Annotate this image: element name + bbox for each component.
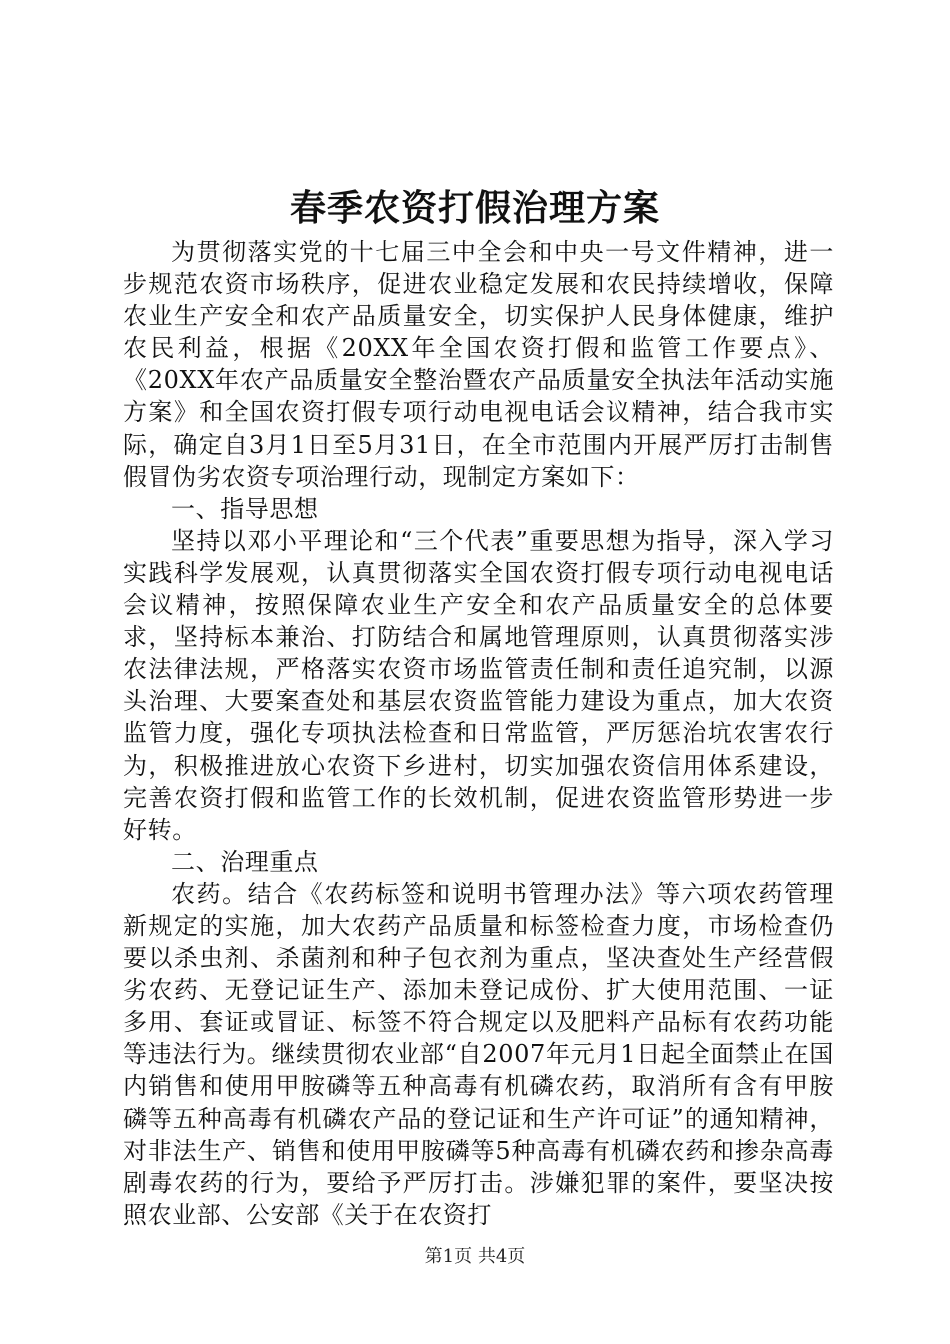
- intro-paragraph: 为贯彻落实党的十七届三中全会和中央一号文件精神，进一步规范农资市场秩序，促进农业稳定发展和农民持续增收，保障农业生产安全和农产品质量安全，切实保护人民身体健康，维护农民利益，根据《20XX年全国农资打假和监管工作要点》、《20XX年农产品质量安全整治暨农产品质量安全执法年活动实施方案》和全国农资打假专项行动电视电话会议精神，结合我市实际，确定自3月1日至5月31日，在全市范围内开展严厉打击制售假冒伪劣农资专项治理行动，现制定方案如下：: [123, 238, 834, 491]
- pesticide-paragraph: 农药。结合《农药标签和说明书管理办法》等六项农药管理新规定的实施，加大农药产品质量和标签检查力度，市场检查仍要以杀虫剂、杀菌剂和种子包衣剂为重点，坚决查处生产经营假劣农药、无登记证生产、添加未登记成份、扩大使用范围、一证多用、套证或冒证、标签不符合规定以及肥料产品标有农药功能等违法行为。继续贯彻农业部“自2007年元月1日起全面禁止在国内销售和使用甲胺磷等五种高毒有机磷农药，取消所有含有甲胺磷等五种高毒有机磷农产品的登记证和生产许可证”的通知精神，对非法生产、销售和使用甲胺磷等5种高毒有机磷农药和掺杂高毒剧毒农药的行为，要给予严厉打击。涉嫌犯罪的案件，要坚决按照农业部、公安部《关于在农资打: [123, 879, 834, 1229]
- document-title: 春季农资打假治理方案: [289, 187, 660, 229]
- guiding-ideology-paragraph: 坚持以邓小平理论和“三个代表”重要思想为指导，深入学习实践科学发展观，认真贯彻落实全国农资打假专项行动电视电话会议精神，按照保障农业生产安全和农产品质量安全的总体要求，坚持标本兼治、打防结合和属地管理原则，认真贯彻落实涉农法律法规，严格落实农资市场监管责任制和责任追究制，以源头治理、大要案查处和基层农资监管能力建设为重点，加大农资监管力度，强化专项执法检查和日常监管，严厉惩治坑农害农行为，积极推进放心农资下乡进村，切实加强农资信用体系建设，完善农资打假和监管工作的长效机制，促进农资监管形势进一步好转。: [123, 526, 834, 844]
- section-heading-key-targets: 二、治理重点: [171, 847, 319, 876]
- document-body: [123, 236, 834, 1231]
- section-heading-guiding-ideology: 一、指导思想: [171, 494, 319, 523]
- page-footer: 第1页 共4页: [424, 1246, 526, 1267]
